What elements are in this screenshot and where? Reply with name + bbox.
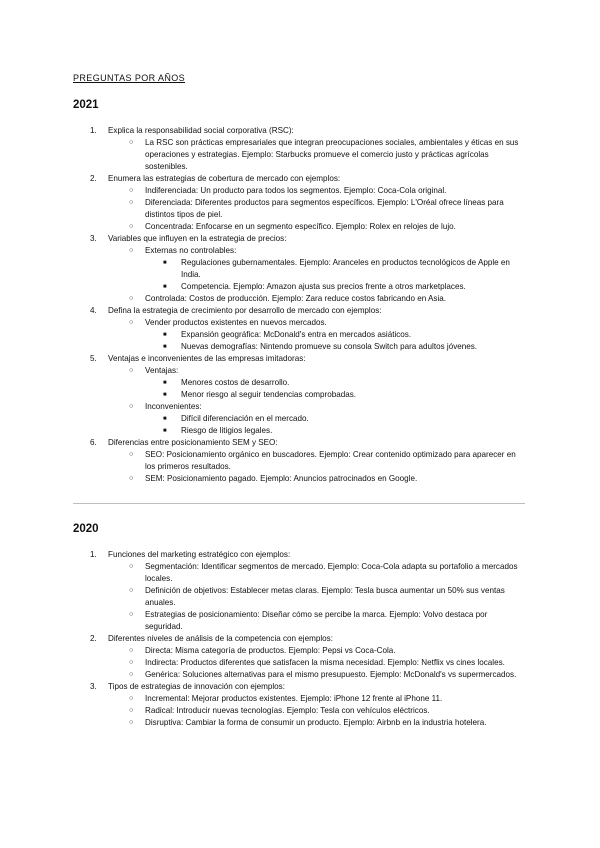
- circle-bullet-icon: ○: [129, 695, 134, 702]
- sub-sub-list-item: [0, 413, 600, 425]
- list-item-text: Explica la responsabilidad social corporativa (RSC):: [108, 126, 294, 135]
- sub-list-item-text: Segmentación: Identificar segmentos de mercado. Ejemplo: Coca-Cola adapta su portafolio a mercados locales.: [145, 562, 518, 583]
- sub-sub-list-item: [0, 389, 600, 401]
- circle-bullet-icon: ○: [129, 475, 134, 482]
- sub-sub-list-item-text: Expansión geográfica: McDonald's entra en mercados asiáticos.: [181, 330, 412, 339]
- sub-list-item: [0, 473, 600, 485]
- circle-bullet-icon: ○: [129, 223, 134, 230]
- list-item-text: Tipos de estrategias de innovación con ejemplos:: [108, 682, 285, 691]
- square-bullet-icon: ■: [163, 416, 167, 422]
- sub-sub-list-item: [0, 329, 600, 341]
- sub-list-item: [0, 561, 600, 585]
- list-item-text: Diferentes niveles de análisis de la competencia con ejemplos:: [108, 634, 333, 643]
- circle-bullet-icon: ○: [129, 647, 134, 654]
- sub-list-item-text: Radical: Introducir nuevas tecnologías. Ejemplo: Tesla con vehículos eléctricos.: [145, 706, 430, 715]
- sub-list-item: [0, 693, 600, 705]
- circle-bullet-icon: ○: [129, 611, 134, 618]
- list-item-text: Defina la estrategia de crecimiento por desarrollo de mercado con ejemplos:: [108, 306, 382, 315]
- list-item: [0, 633, 600, 645]
- sub-list-item-text: Ventajas:: [145, 366, 179, 375]
- sub-list-item: [0, 245, 600, 257]
- circle-bullet-icon: ○: [129, 403, 134, 410]
- sub-list-item-text: Indirecta: Productos diferentes que satisfacen la misma necesidad. Ejemplo: Netflix vs cines locales.: [145, 658, 505, 667]
- sub-sub-list-item: [0, 341, 600, 353]
- list-number: 4.: [90, 306, 97, 315]
- sub-sub-list-item-text: Menores costos de desarrollo.: [181, 378, 290, 387]
- year-heading-2021: 2021: [73, 99, 99, 111]
- sub-list-item: [0, 185, 600, 197]
- circle-bullet-icon: ○: [129, 719, 134, 726]
- sub-list-item: [0, 585, 600, 609]
- circle-bullet-icon: ○: [129, 199, 134, 206]
- sub-list-item-text: Inconvenientes:: [145, 402, 202, 411]
- list-item: [0, 125, 600, 137]
- sub-list-item-text: Vender productos existentes en nuevos mercados.: [145, 318, 327, 327]
- list-number: 3.: [90, 682, 97, 691]
- sub-sub-list-item-text: Menor riesgo al seguir tendencias comprobadas.: [181, 390, 357, 399]
- list-item-text: Funciones del marketing estratégico con ejemplos:: [108, 550, 291, 559]
- sub-list-item-text: La RSC son prácticas empresariales que integran preocupaciones sociales, ambientales y éticas en sus operaciones y estrategias. Ejemplo: Starbucks promueve el comercio justo y prácticas agrícolas sostenibles.: [145, 138, 519, 171]
- square-bullet-icon: ■: [163, 344, 167, 350]
- list-item: [0, 353, 600, 365]
- list-number: 1.: [90, 126, 97, 135]
- list-number: 1.: [90, 550, 97, 559]
- sub-list-item-text: Externas no controlables:: [145, 246, 237, 255]
- circle-bullet-icon: ○: [129, 563, 134, 570]
- sub-list-item-text: Controlada: Costos de producción. Ejemplo: Zara reduce costos fabricando en Asia.: [145, 294, 446, 303]
- list-item: [0, 681, 600, 693]
- square-bullet-icon: ■: [163, 392, 167, 398]
- list-number: 2.: [90, 174, 97, 183]
- circle-bullet-icon: ○: [129, 671, 134, 678]
- year-heading-2020: 2020: [73, 523, 99, 535]
- list-item-text: Enumera las estrategias de cobertura de mercado con ejemplos:: [108, 174, 341, 183]
- sub-list-item: [0, 657, 600, 669]
- sub-list-item: [0, 449, 600, 473]
- list-item: [0, 437, 600, 449]
- circle-bullet-icon: ○: [129, 367, 134, 374]
- sub-list-item-text: Diferenciada: Diferentes productos para segmentos específicos. Ejemplo: L'Oréal ofrece líneas para distintos tipos de piel.: [145, 198, 504, 219]
- list-number: 5.: [90, 354, 97, 363]
- circle-bullet-icon: ○: [129, 295, 134, 302]
- sub-list-item-text: Disruptiva: Cambiar la forma de consumir un producto. Ejemplo: Airbnb en la industria hotelera.: [145, 718, 487, 727]
- list-number: 2.: [90, 634, 97, 643]
- list-item-text: Diferencias entre posicionamiento SEM y SEO:: [108, 438, 278, 447]
- list-item: [0, 305, 600, 317]
- list-item: [0, 549, 600, 561]
- sub-list-item-text: Incremental: Mejorar productos existentes. Ejemplo: iPhone 12 frente al iPhone 11.: [145, 694, 443, 703]
- sub-sub-list-item-text: Riesgo de litigios legales.: [181, 426, 273, 435]
- circle-bullet-icon: ○: [129, 139, 134, 146]
- sub-sub-list-item: [0, 281, 600, 293]
- square-bullet-icon: ■: [163, 284, 167, 290]
- sub-sub-list-item: [0, 425, 600, 437]
- sub-list-item-text: Genérica: Soluciones alternativas para el mismo presupuesto. Ejemplo: McDonald's vs supermercados.: [145, 670, 517, 679]
- sub-list-item-text: SEM: Posicionamiento pagado. Ejemplo: Anuncios patrocinados en Google.: [145, 474, 418, 483]
- square-bullet-icon: ■: [163, 428, 167, 434]
- list-item: [0, 233, 600, 245]
- circle-bullet-icon: ○: [129, 187, 134, 194]
- sub-list-item: [0, 717, 600, 729]
- sub-list-item-text: Concentrada: Enfocarse en un segmento específico. Ejemplo: Rolex en relojes de lujo.: [145, 222, 456, 231]
- sub-list-item: [0, 137, 600, 173]
- sub-list-item: [0, 669, 600, 681]
- sub-sub-list-item-text: Regulaciones gubernamentales. Ejemplo: Aranceles en productos tecnológicos de Apple en India.: [181, 258, 510, 279]
- sub-sub-list-item: [0, 257, 600, 281]
- list-number: 6.: [90, 438, 97, 447]
- sub-list-item: [0, 365, 600, 377]
- circle-bullet-icon: ○: [129, 707, 134, 714]
- sub-list-item-text: Indiferenciada: Un producto para todos los segmentos. Ejemplo: Coca-Cola original.: [145, 186, 447, 195]
- circle-bullet-icon: ○: [129, 587, 134, 594]
- square-bullet-icon: ■: [163, 380, 167, 386]
- sub-list-item: [0, 293, 600, 305]
- section-2021: [0, 125, 600, 485]
- circle-bullet-icon: ○: [129, 659, 134, 666]
- sub-list-item-text: Definición de objetivos: Establecer metas claras. Ejemplo: Tesla busca aumentar un 50% sus ventas anuales.: [145, 586, 505, 607]
- sub-list-item: [0, 317, 600, 329]
- sub-list-item: [0, 609, 600, 633]
- sub-list-item-text: Directa: Misma categoría de productos. Ejemplo: Pepsi vs Coca-Cola.: [145, 646, 396, 655]
- sub-list-item: [0, 197, 600, 221]
- sub-list-item-text: SEO: Posicionamiento orgánico en buscadores. Ejemplo: Crear contenido optimizado para aparecer en los primeros resultados.: [145, 450, 516, 471]
- circle-bullet-icon: ○: [129, 451, 134, 458]
- sub-sub-list-item: [0, 377, 600, 389]
- sub-sub-list-item-text: Difícil diferenciación en el mercado.: [181, 414, 309, 423]
- section-2020: [0, 549, 600, 729]
- sub-list-item: [0, 221, 600, 233]
- square-bullet-icon: ■: [163, 332, 167, 338]
- sub-sub-list-item-text: Competencia. Ejemplo: Amazon ajusta sus precios frente a otros marketplaces.: [181, 282, 466, 291]
- circle-bullet-icon: ○: [129, 319, 134, 326]
- list-item: [0, 173, 600, 185]
- list-number: 3.: [90, 234, 97, 243]
- list-item-text: Ventajas e inconvenientes de las empresas imitadoras:: [108, 354, 306, 363]
- section-divider: [73, 503, 525, 504]
- sub-list-item-text: Estrategias de posicionamiento: Diseñar cómo se percibe la marca. Ejemplo: Volvo destaca por seguridad.: [145, 610, 488, 631]
- sub-list-item: [0, 401, 600, 413]
- square-bullet-icon: ■: [163, 260, 167, 266]
- sub-list-item: [0, 705, 600, 717]
- sub-list-item: [0, 645, 600, 657]
- document-title: PREGUNTAS POR AÑOS: [73, 73, 186, 83]
- list-item-text: Variables que influyen en la estrategia de precios:: [108, 234, 287, 243]
- sub-sub-list-item-text: Nuevas demografías: Nintendo promueve su consola Switch para adultos jóvenes.: [181, 342, 478, 351]
- circle-bullet-icon: ○: [129, 247, 134, 254]
